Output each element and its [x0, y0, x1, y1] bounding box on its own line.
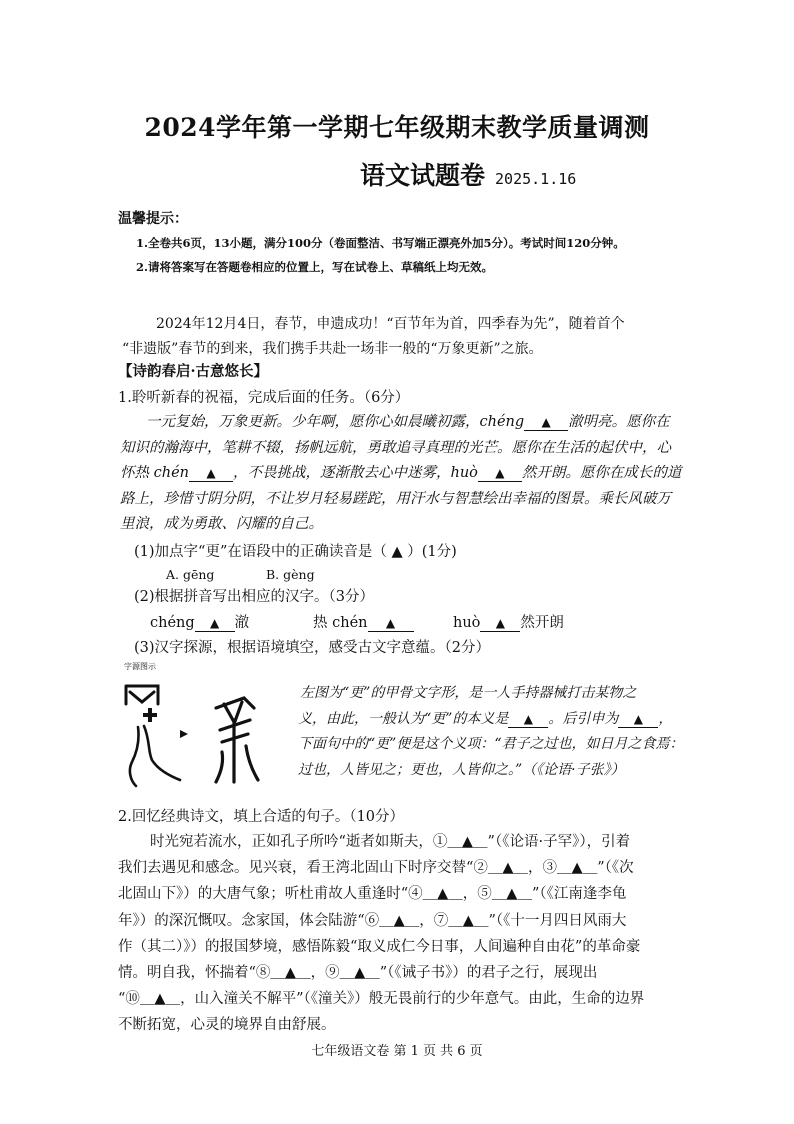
answer-blank[interactable]: ▲: [189, 465, 233, 482]
option-b: B. gèng: [266, 567, 315, 582]
q1-sub3: (3)汉字探源，根据语境填空，感受古文字意蕴。（2分）: [134, 640, 491, 656]
passage-line-1: 一元复始，万象更新。少年啊，愿你心如晨曦初露，chéng ▲ 澈明亮。愿你在: [146, 414, 670, 430]
q2-line-5: 作（其二）》）的报国梦境，感悟陈毅“取义成仁今日事，人间遍种自由花”的革命豪: [118, 938, 641, 955]
answer-blank[interactable]: ▲: [368, 615, 414, 632]
page-footer: 七年级语文卷 第 1 页 共 6 页: [311, 1044, 483, 1059]
answer-blank[interactable]: ▲: [618, 711, 658, 728]
option-a: A. gēng: [166, 567, 215, 582]
etymology-line-3: 下面句中的“更”便是这个义项：“君子之过也，如日月之食焉：: [298, 736, 684, 752]
q1-passage: [120, 410, 750, 538]
passage-line-5: 里浪，成为勇敢、闪耀的自己。: [120, 516, 323, 532]
intro-line-2: “非遗版”春节的到来，我们携手共赴一场非一般的“万象更新”之旅。: [122, 340, 543, 357]
section-title: 【诗韵春启·古意悠长】: [118, 363, 269, 380]
q2-line-4: 年》）的深沉慨叹。念家国，体会陆游“⑥＿▲＿，⑦＿▲＿”（《十一月四日风雨大: [118, 912, 627, 929]
exam-subtitle: [360, 156, 576, 192]
answer-blank[interactable]: ▲: [195, 615, 235, 632]
passage-line-3: 怀热 chén ▲ ，不畏挑战，逐渐散去心中迷雾，huò ▲ 然开朗。愿你在成长的道: [120, 465, 682, 481]
q2-line-8: 不断拓宽，心灵的境界自由舒展。: [118, 1017, 336, 1034]
etymology-line-4: 过也，人皆见之；更也，人皆仰之。”（《论语·子张》）: [298, 761, 625, 778]
q2-line-7: “⑩＿▲＿，山入潼关不解平”（《潼关》）般无畏前行的少年意气。由此，生命的边界: [118, 991, 645, 1008]
answer-blank[interactable]: ▲: [480, 615, 520, 632]
q1-sub2: (2)根据拼音写出相应的汉字。（3分）: [134, 589, 375, 605]
passage-line-2: 知识的瀚海中，笔耕不辍，扬帆远航，勇敢追寻真理的光芒。愿你在生活的起伏中，心: [120, 439, 671, 456]
tip-item-2: 2.请将答案写在答题卷相应的位置上，写在试卷上、草稿纸上均无效。: [136, 260, 494, 274]
pinyin-item-2: 热 chén ▲: [313, 611, 414, 632]
passage-line-4: 路上，珍惜寸阴分阴，不让岁月轻易蹉跎，用汗水与智慧绘出幸福的图景。乘长风破万: [120, 490, 671, 507]
subtitle-text: 语文试题卷: [360, 161, 486, 190]
q2-line-3: 北固山下》）的大唐气象；听杜甫故人重逢时“④＿▲＿，⑤＿▲＿”（《江南逢李龟: [118, 886, 627, 903]
tips-heading: 温馨提示：: [118, 211, 188, 227]
q2-line-6: 情。明自我，怀揣着“⑧＿▲＿，⑨＿▲＿”（《诫子书》）的君子之行，展现出: [118, 965, 598, 982]
intro-paragraph: [122, 311, 722, 362]
q1-title: 1.聆听新春的祝福，完成后面的任务。（6分）: [118, 390, 410, 406]
q2-line-2: 我们去遇见和感念。见兴衰，看王湾北固山下时序交替“②＿▲＿，③＿▲＿”（《次: [118, 860, 634, 877]
answer-blank[interactable]: ▲: [524, 414, 568, 431]
tip-item-1: 1.全卷共6页，13小题，满分100分（卷面整洁、书写端正漂亮外加5分）。考试时间120分钟。: [136, 236, 625, 250]
q1-sub1: (1)加点字“更”在语段中的正确读音是（ ▲ ）(1分): [134, 544, 457, 560]
oracle-bone-glyph-icon: [118, 682, 198, 792]
glyph-image-label: 字源图示: [124, 662, 156, 671]
etymology-text: [300, 681, 750, 783]
answer-blank[interactable]: ▲: [478, 465, 522, 482]
q2-title: 2.回忆经典诗文，填上合适的句子。（10分）: [118, 809, 405, 825]
glyph-gengh-icon: [208, 690, 268, 790]
exam-title: 2024学年第一学期七年级期末教学质量调测: [144, 113, 650, 142]
answer-blank[interactable]: ▲: [508, 711, 548, 728]
exam-date: 2025.1.16: [495, 170, 577, 188]
pinyin-item-3: huò ▲ 然开朗: [453, 615, 564, 631]
pinyin-item-1: chéng ▲ 澈: [150, 615, 250, 631]
etymology-line-1: 左图为“更”的甲骨文字形，是一人手持器械打击某物之: [300, 685, 637, 701]
q2-line-1: 时光宛若流水，正如孔子所吟“逝者如斯夫，①＿▲＿”（《论语·子罕》），引着: [150, 834, 631, 850]
q2-passage: [118, 829, 758, 1039]
intro-line-1: 2024年12月4日，春节，申遗成功！“百节年为首，四季春为先”，随着首个: [156, 316, 625, 332]
etymology-line-2: 义，由此，一般认为“更”的本义是 ▲ 。后引申为 ▲ ，: [298, 710, 673, 727]
